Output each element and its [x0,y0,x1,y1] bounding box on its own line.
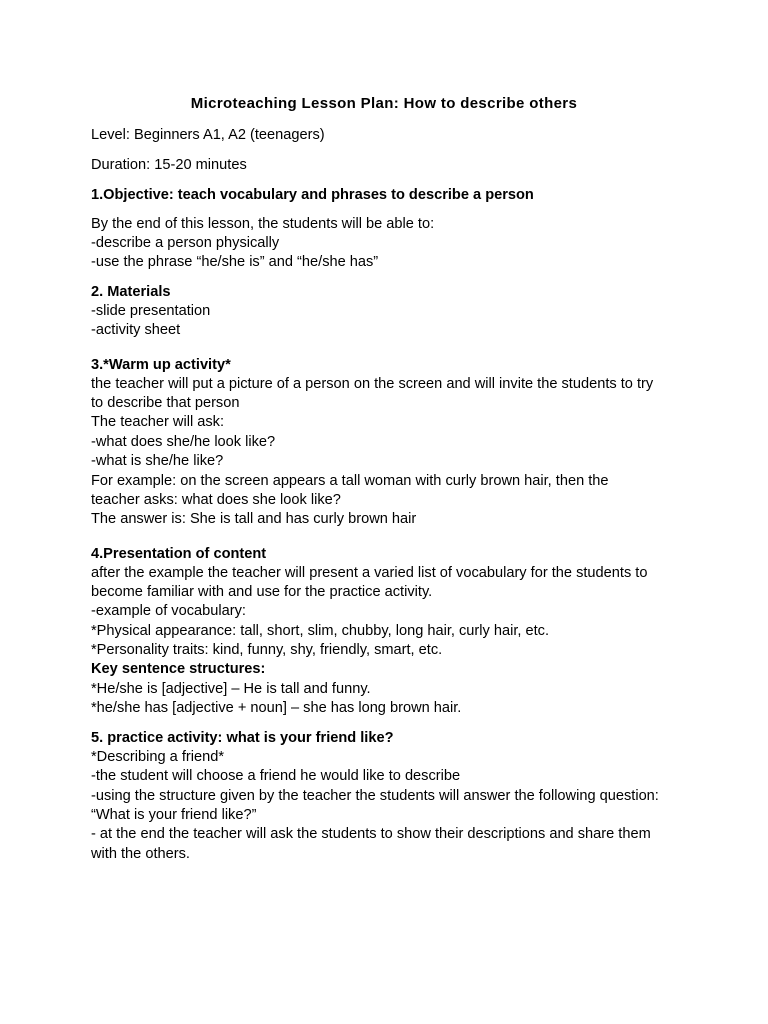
warm-up-line: teacher asks: what does she look like? [91,492,341,508]
objective-heading: 1.Objective: teach vocabulary and phrases to describe a person [91,187,534,203]
structure-line: *he/she has [adjective + noun] – she has long brown hair. [91,700,462,716]
practice-line: - at the end the teacher will ask the students to show their descriptions and share them [91,826,651,842]
presentation-line: -example of vocabulary: [91,603,246,619]
warm-up-line: to describe that person [91,395,240,411]
presentation-heading: 4.Presentation of content [91,546,267,562]
document-title: Microteaching Lesson Plan: How to describe others [190,95,578,112]
materials-line: -activity sheet [91,322,181,338]
warm-up-heading: 3.*Warm up activity* [91,357,231,373]
duration-line: Duration: 15-20 minutes [91,157,247,173]
practice-line: -the student will choose a friend he would like to describe [91,768,461,784]
objective-line: -use the phrase “he/she is” and “he/she has” [91,254,379,270]
warm-up-line: -what does she/he look like? [91,434,276,450]
presentation-line: become familiar with and use for the practice activity. [91,584,433,600]
materials-line: -slide presentation [91,303,211,319]
objective-line: -describe a person physically [91,235,280,251]
practice-line: with the others. [91,846,190,862]
warm-up-line: For example: on the screen appears a tall woman with curly brown hair, then the [91,473,609,489]
practice-line: *Describing a friend* [91,749,225,765]
warm-up-line: The answer is: She is tall and has curly brown hair [91,511,417,527]
presentation-line: after the example the teacher will present a varied list of vocabulary for the students to [91,565,648,581]
objective-line: By the end of this lesson, the students will be able to: [91,216,435,232]
level-line: Level: Beginners A1, A2 (teenagers) [91,127,325,143]
presentation-line: *Physical appearance: tall, short, slim, chubby, long hair, curly hair, etc. [91,623,550,639]
warm-up-line: the teacher will put a picture of a person on the screen and will invite the students to try [91,376,654,392]
warm-up-line: The teacher will ask: [91,414,225,430]
practice-heading: 5. practice activity: what is your friend like? [91,730,394,746]
presentation-line: *Personality traits: kind, funny, shy, friendly, smart, etc. [91,642,443,658]
key-structures-heading: Key sentence structures: [91,661,266,677]
structure-line: *He/she is [adjective] – He is tall and funny. [91,681,371,697]
practice-line: “What is your friend like?” [91,807,257,823]
materials-heading: 2. Materials [91,284,171,300]
practice-line: -using the structure given by the teacher the students will answer the following question: [91,788,659,804]
warm-up-line: -what is she/he like? [91,453,224,469]
